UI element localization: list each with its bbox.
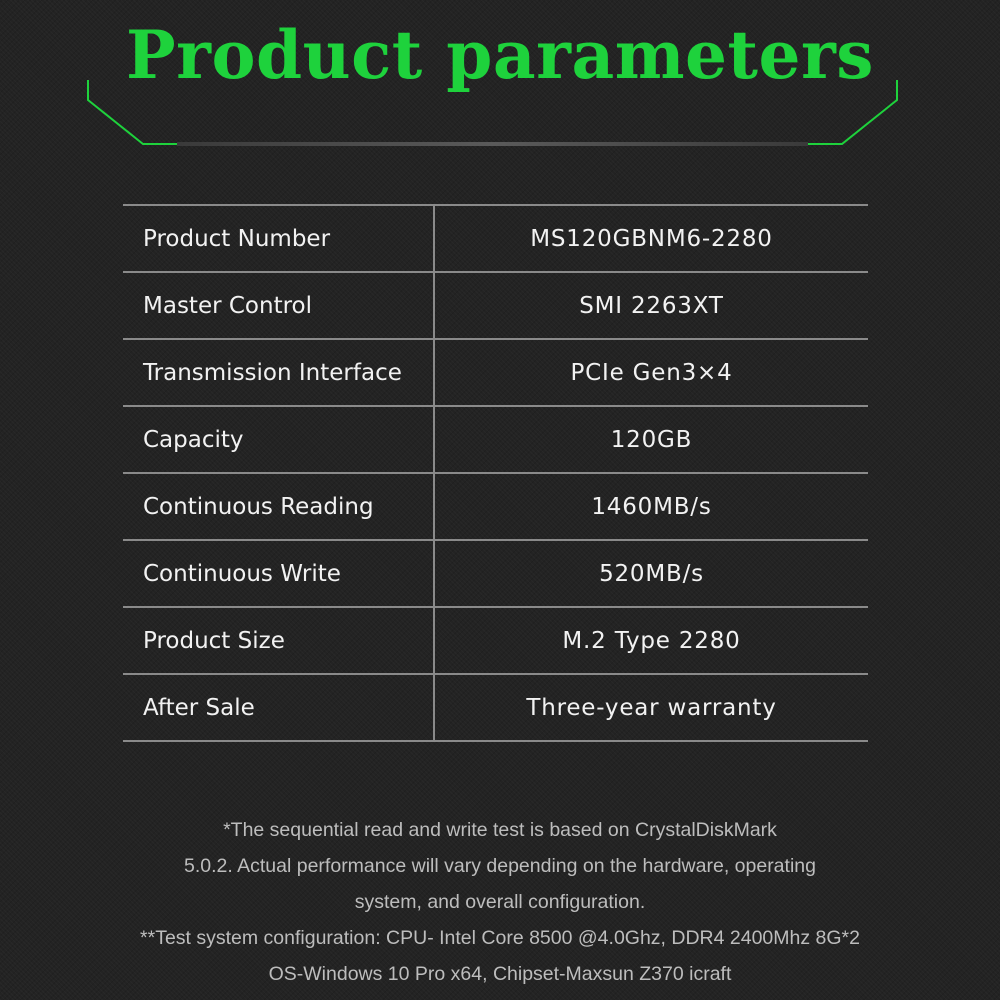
table-row	[123, 607, 868, 674]
table-row	[123, 473, 868, 540]
page-title: Product parameters	[126, 16, 874, 94]
table-row	[123, 339, 868, 406]
param-value: Three-year warranty	[526, 694, 777, 721]
param-value: 120GB	[610, 426, 693, 453]
param-value: MS120GBNM6-2280	[530, 225, 773, 252]
footnote-line: **Test system configuration: CPU- Intel Core 8500 @4.0Ghz, DDR4 2400Mhz 8G*2	[140, 927, 860, 949]
footnote-line: system, and overall configuration.	[354, 891, 646, 913]
param-name: Continuous Reading	[123, 473, 434, 540]
footnote-line: 5.0.2. Actual performance will vary depending on the hardware, operating	[184, 855, 816, 877]
footnote-line: OS-Windows 10 Pro x64, Chipset-Maxsun Z370 icraft	[268, 963, 732, 985]
param-name: Continuous Write	[123, 540, 434, 607]
title-frame-right-bracket	[808, 80, 897, 144]
param-value: 1460MB/s	[591, 493, 712, 520]
title-frame-bar	[177, 142, 808, 146]
title-frame-left-bracket	[88, 80, 177, 144]
param-value: PCIe Gen3×4	[570, 359, 733, 386]
param-name: Capacity	[123, 406, 434, 473]
title-frame-decoration	[85, 78, 900, 150]
table-row	[123, 540, 868, 607]
param-name: Transmission Interface	[123, 339, 434, 406]
footnotes	[40, 812, 960, 992]
param-name: After Sale	[123, 674, 434, 741]
param-value: SMI 2263XT	[579, 292, 724, 319]
param-value: M.2 Type 2280	[562, 627, 741, 654]
table-row	[123, 205, 868, 272]
spec-table	[123, 204, 868, 742]
footnote-line: *The sequential read and write test is based on CrystalDiskMark	[223, 819, 777, 841]
table-row	[123, 272, 868, 339]
param-name: Product Number	[123, 205, 434, 272]
param-value: 520MB/s	[599, 560, 704, 587]
table-row	[123, 406, 868, 473]
param-name: Product Size	[123, 607, 434, 674]
table-row	[123, 674, 868, 741]
param-name: Master Control	[123, 272, 434, 339]
